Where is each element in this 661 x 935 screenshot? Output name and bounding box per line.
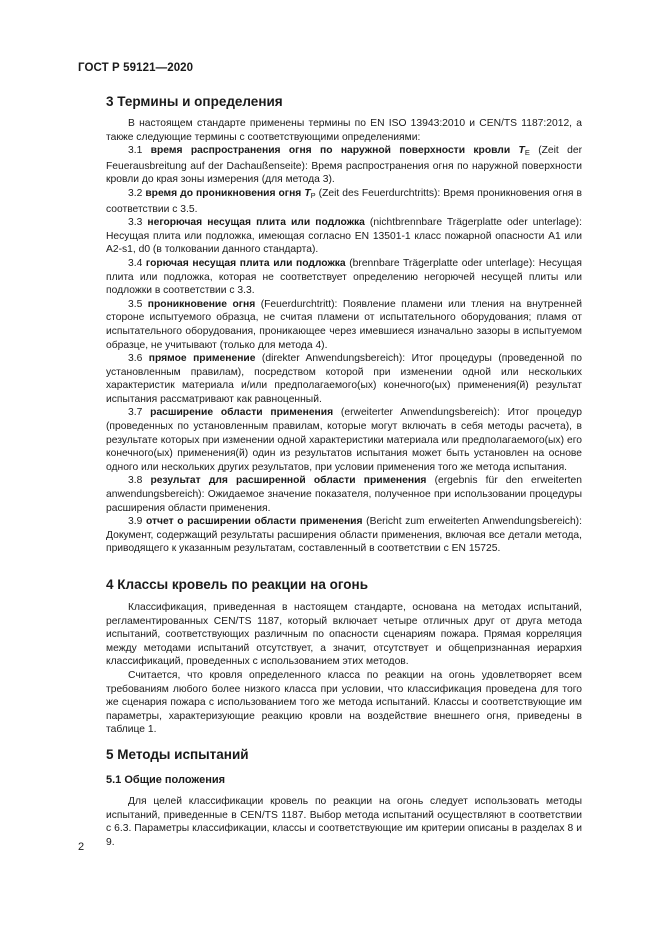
document-header-code: ГОСТ Р 59121—2020 (78, 62, 194, 74)
section-3-title: 3 Термины и определения (106, 94, 283, 109)
term-3-5 (106, 298, 582, 352)
term-3-6 (106, 352, 582, 406)
term-name: прямое применение (148, 353, 256, 365)
term-number: 3.2 (128, 187, 143, 199)
section-4-title: 4 Классы кровель по реакции на огонь (106, 577, 369, 592)
term-definition: (Feuerdurchtritt): Появление пламени или тления на внутренней стороне испытуемого образца, не считая пламени от испытательного оборудования; пламя от испытательного оборудования, проникающее через имевшиеся изначально зазоры в испытуемом образце, не учитывают (только для метода 4). (106, 298, 582, 351)
term-number: 3.3 (128, 217, 143, 229)
term-definition: (nichtbrennbare Trägerplatte oder unterlage): Несущая плита или подложка, имеющая согласно EN 13501-1 класс пожарной опасности A1 или A2-s1, d0 (в толковании данного стандарта). (106, 217, 582, 256)
term-3-2 (106, 187, 582, 216)
term-3-9 (106, 515, 582, 556)
term-number: 3.4 (128, 257, 143, 269)
section-5-1-title: 5.1 Общие положения (106, 774, 226, 786)
section-3-body (106, 117, 582, 556)
term-3-4 (106, 257, 582, 298)
section-5-1-paragraph: Для целей классификации кровель по реакции на огонь следует использовать методы испытаний, приведенные в CEN/TS 1187. Выбор метода испытаний осуществляют в соответствии с 6.3. Параметры классификации, классы и соответствующие им критерии описаны в разделах 8 и 9. (106, 796, 582, 848)
term-definition: (Bericht zum erweiterten Anwendungsbereich): Документ, содержащий результаты расширения области применения, включая все детали метода, приводящего к указанным результатам, составленный в соответствии с EN 15725. (106, 516, 582, 555)
term-definition: (Zeit der Feuerausbreitung auf der Dachaußenseite): Время распространения огня по наружной поверхности кровли до края зоны измерения (для метода 3). (106, 145, 582, 186)
term-3-1 (106, 144, 582, 187)
term-definition: (direkter Anwendungsbereich): Итог процедуры (проведенной по установленным правилам), посредством которой при изменении одной или нескольких характеристик материала и/или предполагаемого(ых) конечного(ых) применения(й) результат испытания рассматривают как равноценный. (106, 353, 582, 405)
term-3-8 (106, 474, 582, 515)
term-name: время до проникновения огня (145, 187, 302, 199)
term-name: расширение области применения (150, 407, 334, 419)
term-symbol: $T_P$ (304, 187, 316, 200)
section-4-paragraph-2: Считается, что кровля определенного класса по реакции на огонь удовлетворяет всем требованиям любого более низкого класса при условии, что классификация проведена для того же сценария пожара с использованием того же метода испытаний. Классы и соответствующие им параметры, характеризующие реакцию кровли на воздействие внешнего огня, приведены в таблице 1. (106, 669, 582, 736)
page-number: 2 (78, 841, 85, 853)
term-name: горючая несущая плита или подложка (145, 257, 346, 269)
term-symbol: $T_E$ (518, 145, 530, 158)
term-number: 3.9 (128, 516, 143, 528)
term-number: 3.8 (128, 475, 143, 487)
term-definition: (brennbare Trägerplatte oder unterlage): Несущая плита или подложка, которая не соответствует определению негорючей несущей плиты или подложки в соответствии с 3.3. (106, 257, 582, 297)
term-3-3 (106, 216, 582, 257)
term-number: 3.6 (128, 353, 143, 365)
term-definition: (Zeit des Feuerdurchtritts): Время проникновения огня в соответствии с 3.5. (106, 187, 582, 215)
section-4-body (106, 601, 582, 737)
section-5-body (106, 795, 582, 849)
term-name: результат для расширенной области применения (150, 475, 427, 487)
term-number: 3.7 (128, 407, 143, 419)
term-name: отчет о расширении области применения (145, 516, 363, 528)
term-number: 3.1 (128, 145, 143, 157)
term-name: негорючая несущая плита или подложка (147, 217, 365, 229)
term-definition: (erweiterter Anwendungsbereich): Итог процедур (проведенных по установленным правилам, которые могут включать в себя методы расчета), в результате которых при изменении одной характеристики материала или предполагаемого(ых) его конечного(ых) применения(й) один из результатов испытания может быть установлен на основе одного или нескольких других результатов, при условии применения того же метода испытания. (106, 407, 582, 473)
term-name: время распространения огня по наружной поверхности кровли (150, 145, 511, 157)
section-3-intro: В настоящем стандарте применены термины по EN ISO 13943:2010 и CEN/TS 1187:2012, а также следующие термины с соответствующими определениями: (106, 118, 582, 143)
term-name: проникновение огня (147, 298, 256, 310)
term-3-7 (106, 406, 582, 474)
section-4-paragraph-1: Классификация, приведенная в настоящем стандарте, основана на методах испытаний, регламентированных CEN/TS 1187, который включает четыре отличных друг от друга метода испытаний, соответствующих различным по опасности сценариям пожара. Прямая корреляция между методами испытаний отсутствует, а значит, отсутствует и общепризнанная иерархия классификаций, проведенных с использованием этих методов. (106, 602, 582, 668)
term-number: 3.5 (128, 298, 143, 310)
section-5-title: 5 Методы испытаний (106, 747, 249, 762)
term-definition: (ergebnis für den erweiterten anwendungsbereich): Ожидаемое значение показателя, полученное при использовании процедуры расширения области применения. (106, 475, 582, 514)
